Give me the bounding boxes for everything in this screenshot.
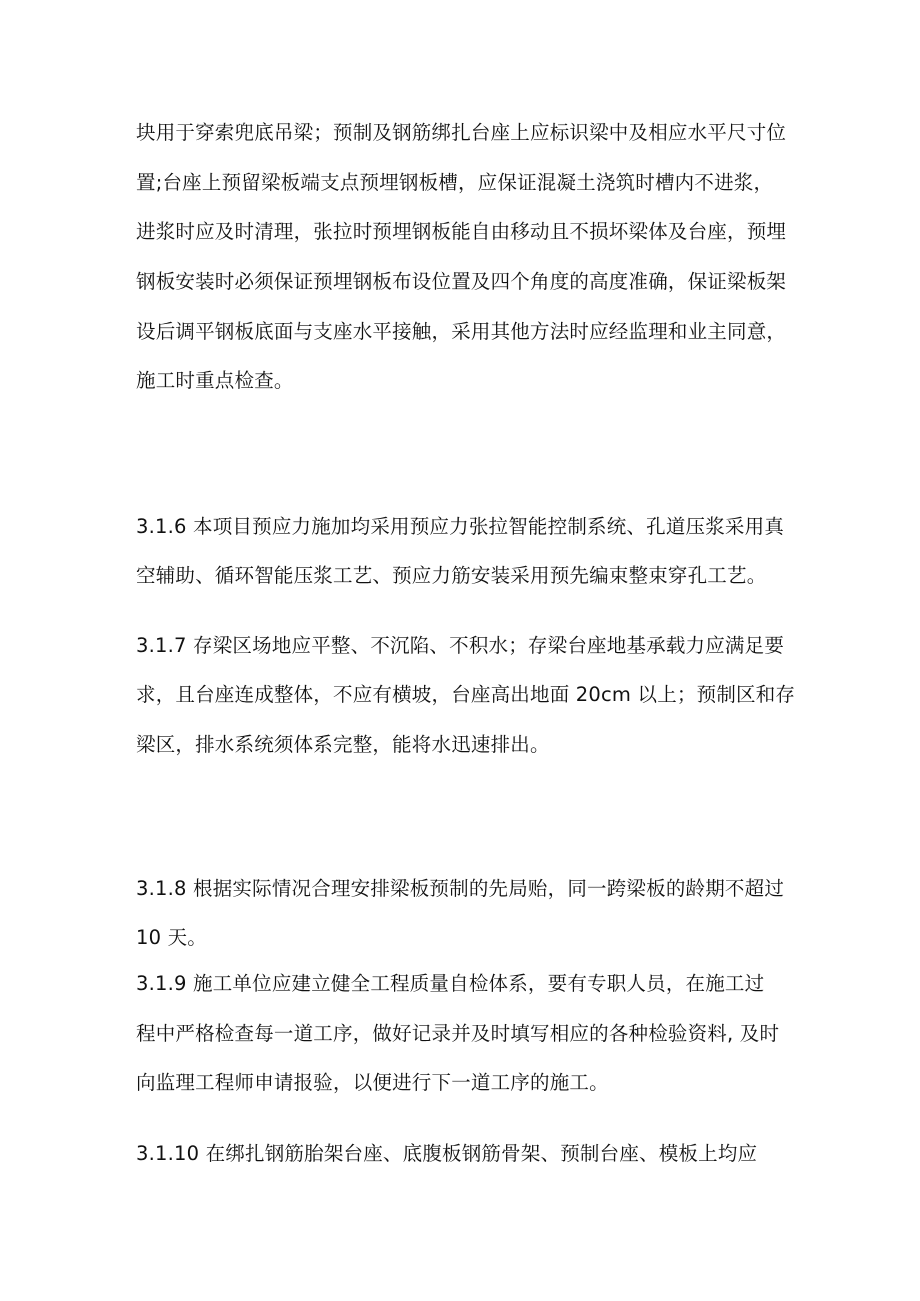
- paragraph-4-line-0: 3.1.9 施工单位应建立健全工程质量自检体系，要有专职人员，在施工过: [136, 972, 765, 995]
- paragraph-2-line-0: 3.1.7 存梁区场地应平整、不沉陷、不积水；存梁台座地基承载力应满足要: [136, 634, 785, 657]
- paragraph-0-line-4: 设后调平钢板底面与支座水平接触，采用其他方法时应经监理和业主同意，: [136, 320, 787, 343]
- paragraph-5-line-0: 3.1.10 在绑扎钢筋胎架台座、底腹板钢筋骨架、预制台座、模板上均应: [136, 1142, 758, 1165]
- paragraph-3-line-1: 10 天。: [136, 926, 208, 949]
- paragraph-2-line-1: 求，且台座连成整体，不应有横坡，台座高出地面 20cm 以上；预制区和存: [136, 683, 796, 706]
- paragraph-0-line-2: 进浆时应及时清理，张拉时预埋钢板能自由移动且不损坏梁体及台座，预埋: [136, 220, 787, 243]
- paragraph-0-line-5: 施工时重点检查。: [136, 369, 294, 392]
- paragraph-0-line-3: 钢板安装时必须保证预埋钢板布设位置及四个角度的高度准确，保证梁板架: [136, 270, 787, 293]
- paragraph-0-line-1: 置;台座上预留梁板端支点预埋钢板槽，应保证混凝土浇筑时槽内不进浆，: [136, 171, 774, 194]
- paragraph-4-line-1: 程中严格检查每一道工序，做好记录并及时填写相应的各种检验资料, 及时: [136, 1022, 780, 1045]
- paragraph-1-line-1: 空辅助、循环智能压浆工艺、预应力筋安装采用预先编束整束穿孔工艺。: [136, 564, 767, 587]
- paragraph-0-line-0: 块用于穿索兜底吊梁；预制及钢筋绑扎台座上应标识梁中及相应水平尺寸位: [136, 121, 787, 144]
- paragraph-4-line-2: 向监理工程师申请报验，以便进行下一道工序的施工。: [136, 1071, 609, 1094]
- paragraph-3-line-0: 3.1.8 根据实际情况合理安排梁板预制的先局贻，同一跨梁板的龄期不超过: [136, 877, 785, 900]
- paragraph-2-line-2: 梁区，排水系统须体系完整，能将水迅速排出。: [136, 733, 550, 756]
- paragraph-1-line-0: 3.1.6 本项目预应力施加均采用预应力张拉智能控制系统、孔道压浆采用真: [136, 515, 785, 538]
